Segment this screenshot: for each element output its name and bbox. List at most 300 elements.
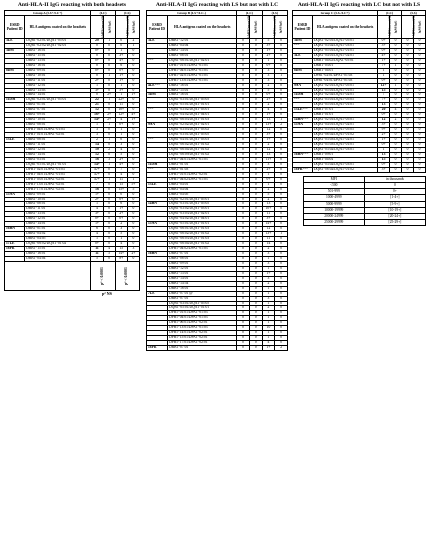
antigen-cell: DRB1*16:01 bbox=[25, 48, 91, 53]
lc-label: (LC) bbox=[237, 11, 262, 16]
lc-igm-cell: 0 bbox=[249, 103, 262, 108]
antigen-cell: DPB1*04:01/DPA1*01:03 bbox=[312, 78, 377, 83]
lc-mfi-cell: 4+ bbox=[378, 53, 390, 58]
antigen-cell: DQB1*05:01/DQA1*01:01 bbox=[312, 88, 377, 93]
table-row bbox=[147, 346, 288, 351]
lc-mfi-cell: 1 bbox=[91, 123, 103, 128]
legend-thousands-code: [25-29+] bbox=[364, 220, 425, 226]
ls-mfi-cell: 0 bbox=[402, 88, 414, 93]
ls-mfi-cell: 0 bbox=[402, 53, 414, 58]
ls-mfi-cell: 0+ bbox=[262, 177, 275, 182]
lc-igm-cell: 0 bbox=[249, 326, 262, 331]
antigen-cell: DQB1*04:01/DQA1*02:01 bbox=[312, 123, 377, 128]
patient-id-cell: 3LE bbox=[147, 39, 168, 44]
antigen-cell: DRB1*01:01 bbox=[312, 113, 377, 118]
antigen-cell: DRB1*08:01 bbox=[25, 138, 91, 143]
patient-id-cell: 4LE*** bbox=[147, 83, 168, 88]
legend-mfi-range: 1000-4999 bbox=[303, 195, 364, 201]
ls-igm-cell: 0 bbox=[275, 43, 288, 48]
lc-igm-cell: 4 bbox=[103, 247, 115, 252]
patient-id-cell: 9NA bbox=[293, 83, 313, 88]
lc-mfi-cell: 0 bbox=[237, 39, 250, 44]
antigen-cell: DRB1*12:01 bbox=[25, 147, 91, 152]
ls-mfi-cell: 0 bbox=[402, 108, 414, 113]
ls-mfi-cell: 0 bbox=[402, 43, 414, 48]
ls-mfi-cell: 3+ bbox=[262, 133, 275, 138]
ls-mfi-cell: 4 bbox=[262, 341, 275, 346]
legend-thousands-code: [5-9+] bbox=[364, 201, 425, 207]
legend-mfi-range: 25000-29999 bbox=[303, 220, 364, 226]
patient-id-cell: 16HN bbox=[147, 251, 168, 256]
antigen-cell: DQB1*05:01/DQA1*01:01 bbox=[168, 306, 237, 311]
lc-igm-cell: 0 bbox=[103, 182, 115, 187]
ls-mfi-cell: 0 bbox=[402, 103, 414, 108]
lc-mfi-cell: 0 bbox=[237, 251, 250, 256]
antigen-cell: DRB1*14:01 bbox=[25, 222, 91, 227]
lc-mfi-cell: 0 bbox=[237, 281, 250, 286]
ls-mfi-cell: 3 bbox=[115, 143, 127, 148]
lc-mfi-cell: 0 bbox=[237, 296, 250, 301]
ls-mfi-cell: 1 bbox=[262, 256, 275, 261]
legend-mfi-range: 20000-24999 bbox=[303, 213, 364, 219]
ls-igm-cell: 0 bbox=[275, 83, 288, 88]
ls-mfi-cell: 1 bbox=[262, 336, 275, 341]
ls-mfi-cell: 2 bbox=[262, 83, 275, 88]
antigen-cell: DQB1*06:02/DQA1*01:02 bbox=[312, 167, 377, 172]
ls-mfi-cell: 0 bbox=[402, 83, 414, 88]
antigen-cell: DRB1*14:01 bbox=[25, 93, 91, 98]
ls-igm-cell: 0 bbox=[275, 271, 288, 276]
ls-mfi-cell: 3+ bbox=[115, 53, 127, 58]
lc-igm-cell: 0 bbox=[103, 83, 115, 88]
lc-igm-cell: 0 bbox=[103, 242, 115, 247]
lc-mfi-cell: 0 bbox=[237, 157, 250, 162]
patient-id-cell: 11DM bbox=[147, 162, 168, 167]
ls-igm-cell: 0 bbox=[275, 152, 288, 157]
antigen-cell: DQB1*04:01/DQA1*02:01 bbox=[312, 53, 377, 58]
lc-mfi-cell: 0 bbox=[237, 227, 250, 232]
ls-mfi-cell: 0 bbox=[402, 78, 414, 83]
ls-igm-cell: 0 bbox=[275, 157, 288, 162]
lc-igm-cell: 0 bbox=[390, 98, 402, 103]
legend-thousands-code: [10-19+] bbox=[364, 207, 425, 213]
ls-mfi-cell: 2+ bbox=[262, 53, 275, 58]
ls-mfi-cell: 11 bbox=[262, 212, 275, 217]
lc-igm-cell: 0 bbox=[390, 138, 402, 143]
antigen-cell: DQB1*03:02/DQA1*03:01 bbox=[168, 108, 237, 113]
lc-mfi-cell: 4 bbox=[91, 232, 103, 237]
lc-mfi-cell: 0 bbox=[237, 331, 250, 336]
antigen-cell: DQB1*06:02/DQA1*01:02 bbox=[25, 242, 91, 247]
ls-igm-cell: 0 bbox=[414, 88, 426, 93]
panel-a-body bbox=[5, 39, 140, 262]
patient-id-cell: 9NA bbox=[147, 123, 168, 128]
ls-igm-cell: 1 bbox=[127, 177, 139, 182]
col-lc-mfi: P-MFI(mean)/fix bbox=[100, 14, 105, 40]
ls-mfi-cell: 4 bbox=[115, 172, 127, 177]
lc-mfi-cell: 0+ bbox=[378, 39, 390, 44]
ls-igm-cell: 0 bbox=[275, 113, 288, 118]
patient-id-cell: 13LE*** bbox=[293, 108, 313, 113]
lc-mfi-cell: 1 bbox=[378, 68, 390, 73]
antigen-cell: DPB1*04:02/DPA1*01:03 bbox=[168, 177, 237, 182]
lc-igm-cell: 0 bbox=[249, 167, 262, 172]
lc-igm-cell: 0 bbox=[103, 88, 115, 93]
col-patient-id: ESRD Patient ID bbox=[5, 16, 25, 39]
col-ls-mfi: P-MFI(mean)/fix bbox=[411, 14, 416, 40]
ls-igm-cell: 0 bbox=[275, 311, 288, 316]
lc-mfi-cell: 0 bbox=[237, 271, 250, 276]
ls-igm-cell: 1 bbox=[275, 232, 288, 237]
ls-mfi-cell: 0 bbox=[402, 128, 414, 133]
patient-id-cell: *** bbox=[147, 58, 168, 63]
antigen-cell: DRB1*03:01 bbox=[312, 63, 377, 68]
lc-igm-cell: 2+ bbox=[103, 93, 115, 98]
ls-label: (LS) bbox=[262, 11, 287, 16]
ls-mfi-cell: 0 bbox=[402, 133, 414, 138]
ls-mfi-cell: 3 bbox=[262, 162, 275, 167]
panel-b-table bbox=[146, 10, 288, 351]
lc-mfi-cell: 9+ bbox=[378, 128, 390, 133]
ls-igm-cell: 0 bbox=[127, 103, 139, 108]
ls-igm-cell: 0 bbox=[275, 227, 288, 232]
antigen-cell: DRB1*10:01 bbox=[25, 73, 91, 78]
ls-mfi-cell: 0+ bbox=[115, 123, 127, 128]
lc-igm-cell: 0 bbox=[249, 128, 262, 133]
ls-igm-cell: 0 bbox=[414, 68, 426, 73]
ls-mfi-cell: 11+ bbox=[262, 157, 275, 162]
ls-mfi-cell: 6 bbox=[115, 63, 127, 68]
ls-igm-cell: 0 bbox=[414, 138, 426, 143]
antigen-cell: DQB1*03:01/DQA1*05:05 bbox=[168, 133, 237, 138]
antigen-cell: DQB1*05:01/DQA1*01:01 bbox=[312, 103, 377, 108]
ls-mfi-cell: 0 bbox=[402, 152, 414, 157]
lc-igm-cell: 0 bbox=[249, 222, 262, 227]
ls-mfi-cell: 0 bbox=[115, 39, 127, 44]
antigen-cell: DRB1*04:02 bbox=[25, 232, 91, 237]
ls-igm-cell: 0 bbox=[275, 217, 288, 222]
lc-mfi-cell: 7+ bbox=[378, 63, 390, 68]
ls-igm-cell: 0 bbox=[127, 98, 139, 103]
patient-id-cell: 14HN bbox=[147, 202, 168, 207]
col-patient-id: ESRD Patient ID bbox=[147, 16, 168, 39]
antigen-cell: DRB1*12:01 bbox=[25, 217, 91, 222]
lc-mfi-cell: 14 bbox=[91, 143, 103, 148]
ls-mfi-cell: 12 bbox=[262, 227, 275, 232]
lc-igm-cell: 0 bbox=[103, 232, 115, 237]
lc-igm-cell: 0 bbox=[249, 227, 262, 232]
lc-mfi-cell: 0 bbox=[237, 172, 250, 177]
lc-mfi-cell: 0+ bbox=[378, 113, 390, 118]
panel-group-c bbox=[292, 2, 426, 226]
ls-igm-cell: 0 bbox=[275, 78, 288, 83]
antigen-cell: DQB1*03:03/DQA1*02:01 bbox=[312, 138, 377, 143]
ls-mfi-cell: 0 bbox=[115, 138, 127, 143]
lc-mfi-cell: 3+ bbox=[91, 88, 103, 93]
antigen-cell: DQB1*05:01/DQA1*01:01 bbox=[168, 222, 237, 227]
ls-mfi-cell: 1+ bbox=[262, 138, 275, 143]
lc-mfi-cell: 0 bbox=[237, 68, 250, 73]
lc-igm-cell: 0 bbox=[249, 93, 262, 98]
ls-mfi-cell: 4 bbox=[115, 118, 127, 123]
ls-igm-cell: 0 bbox=[127, 242, 139, 247]
lc-igm-cell: 2 bbox=[103, 147, 115, 152]
ls-mfi-cell: 13 bbox=[262, 152, 275, 157]
ls-igm-cell: 0 bbox=[275, 251, 288, 256]
ls-igm-cell: 0 bbox=[275, 192, 288, 197]
lc-igm-cell: 1 bbox=[103, 162, 115, 167]
antigen-cell: DQB1*02:01/DQA1*05:01 bbox=[168, 197, 237, 202]
antigen-cell: DRB1*07:01 @ bbox=[168, 291, 237, 296]
antigen-cell: DPB1*14:01/DPA1*02:01 bbox=[168, 331, 237, 336]
panel-b-body bbox=[147, 39, 288, 351]
lc-mfi-cell: 22 bbox=[91, 98, 103, 103]
antigen-cell: DRB1*01:01 bbox=[168, 162, 237, 167]
lc-igm-cell: 0 bbox=[249, 133, 262, 138]
ls-igm-cell: 0 bbox=[414, 83, 426, 88]
lc-mfi-cell: 17+ bbox=[91, 177, 103, 182]
lc-mfi-cell: 2+ bbox=[91, 78, 103, 83]
antigen-cell: DQB1*03:03/DQA1*03:02 bbox=[168, 128, 237, 133]
antigen-cell: DRB1*04:01 bbox=[168, 182, 237, 187]
antigen-cell: DRB1*09:01 bbox=[312, 152, 377, 157]
ls-igm-cell: 0 bbox=[127, 212, 139, 217]
lc-igm-cell: 0 bbox=[249, 192, 262, 197]
ls-igm-cell: 0 bbox=[275, 341, 288, 346]
ls-igm-cell: 1 bbox=[275, 73, 288, 78]
ls-label: (LS) bbox=[115, 11, 139, 16]
lc-igm-cell: 0 bbox=[103, 152, 115, 157]
ls-igm-cell: 1+ bbox=[127, 118, 139, 123]
antigen-cell: DQB1*05:03/DQA1*01:01 bbox=[312, 143, 377, 148]
ls-igm-cell: 0 bbox=[127, 207, 139, 212]
ls-mfi-cell: 12+ bbox=[115, 113, 127, 118]
ls-mfi-cell: 0 bbox=[402, 113, 414, 118]
ls-igm-cell: 0 bbox=[127, 152, 139, 157]
ls-mfi-cell: 0 bbox=[402, 143, 414, 148]
group-label: Group A (LS+/LC+) bbox=[5, 11, 91, 16]
ls-mfi-cell: 2 bbox=[262, 281, 275, 286]
lc-mfi-cell: 0 bbox=[237, 63, 250, 68]
lc-mfi-cell: 3+ bbox=[91, 212, 103, 217]
lc-igm-cell: 0 bbox=[390, 143, 402, 148]
ls-mfi-cell: 1 bbox=[262, 182, 275, 187]
ls-igm-cell: 0 bbox=[127, 143, 139, 148]
lc-mfi-cell: 0 bbox=[237, 103, 250, 108]
lc-mfi-cell: 12+ bbox=[378, 83, 390, 88]
lc-igm-cell: 0 bbox=[103, 237, 115, 242]
lc-mfi-cell: 0+ bbox=[378, 78, 390, 83]
ls-igm-cell: 5 bbox=[127, 187, 139, 192]
lc-mfi-cell: 12 bbox=[91, 152, 103, 157]
antigen-cell: DPB1*15:01/DPA1*02:01 bbox=[168, 336, 237, 341]
lc-mfi-cell: 0 bbox=[237, 108, 250, 113]
antigen-cell: DPB1*04:01/DPA1*01:03 bbox=[168, 157, 237, 162]
antigen-cell: DPB1*04:01/DPA1*01:03 bbox=[25, 128, 91, 133]
ls-mfi-cell: 1+ bbox=[115, 73, 127, 78]
panel-c-title: Anti-HLA-II IgG reacting with LC but not with LS bbox=[297, 2, 421, 8]
lc-mfi-cell: 11 bbox=[91, 251, 103, 256]
lc-mfi-cell: 0 bbox=[237, 133, 250, 138]
lc-mfi-cell: 7 bbox=[91, 182, 103, 187]
legend-row bbox=[303, 220, 425, 226]
ls-igm-cell: 0 bbox=[414, 152, 426, 157]
lc-igm-cell: 0 bbox=[249, 306, 262, 311]
antigen-cell: DRB1*04:04 bbox=[168, 187, 237, 192]
ls-mfi-cell: 4 bbox=[262, 108, 275, 113]
lc-mfi-cell: 1 bbox=[91, 237, 103, 242]
legend-thousands-code: 0+ bbox=[364, 189, 425, 195]
antigen-cell: DQB1*06:01/DQA1*02:01 bbox=[168, 58, 237, 63]
lc-igm-cell: 0 bbox=[390, 78, 402, 83]
lc-mfi-cell: 0 bbox=[237, 192, 250, 197]
col-lc-mfi: P-MFI(mean)/fix bbox=[246, 14, 251, 40]
ls-mfi-cell: 0 bbox=[402, 118, 414, 123]
patient-id-cell: 3DM bbox=[293, 39, 313, 44]
ls-igm-cell: 0 bbox=[127, 172, 139, 177]
lc-mfi-cell: 0 bbox=[237, 123, 250, 128]
antigen-cell: DRB1*15:01 bbox=[25, 247, 91, 252]
ls-mfi-cell: 1+ bbox=[262, 48, 275, 53]
ls-igm-cell: 0 bbox=[275, 143, 288, 148]
patient-id-cell: *** bbox=[147, 108, 168, 113]
lc-igm-cell: 0 bbox=[390, 133, 402, 138]
lc-mfi-cell: 0+ bbox=[378, 143, 390, 148]
lc-label: (LC) bbox=[378, 11, 402, 16]
antigen-cell: DRB1*13:03 bbox=[25, 88, 91, 93]
group-label: Group B (LS+/LC-) bbox=[147, 11, 237, 16]
lc-igm-cell: 0 bbox=[249, 261, 262, 266]
panel-c-table bbox=[292, 10, 426, 173]
ls-mfi-cell: 0+ bbox=[115, 217, 127, 222]
antigen-cell: DPB1*02:01/DPA1*01:03 bbox=[25, 167, 91, 172]
lc-igm-cell: 0 bbox=[103, 63, 115, 68]
lc-igm-cell: 0 bbox=[249, 256, 262, 261]
lc-igm-cell: 0 bbox=[249, 68, 262, 73]
lc-igm-cell: 1 bbox=[103, 73, 115, 78]
ls-mfi-cell: 13 bbox=[262, 202, 275, 207]
lc-mfi-cell: 0 bbox=[237, 306, 250, 311]
lc-igm-cell: 0 bbox=[249, 247, 262, 252]
lc-igm-cell: 0 bbox=[103, 128, 115, 133]
ls-igm-cell: 0 bbox=[275, 286, 288, 291]
ls-mfi-cell: 1 bbox=[115, 93, 127, 98]
lc-igm-cell: 0 bbox=[249, 123, 262, 128]
legend-head-thousands: in thousands bbox=[364, 176, 425, 182]
antigen-cell: DRB1*16:01 bbox=[168, 93, 237, 98]
lc-igm-cell: 0 bbox=[249, 291, 262, 296]
antigen-cell: DQB1*06:01/DQA1*01:03 bbox=[168, 227, 237, 232]
ls-igm-cell: 0 bbox=[275, 266, 288, 271]
legend-head-mfi: MFI bbox=[303, 176, 364, 182]
ls-igm-cell: 0 bbox=[275, 316, 288, 321]
lc-igm-cell: 0 bbox=[390, 167, 402, 172]
ls-igm-cell: 0 bbox=[275, 68, 288, 73]
ls-igm-cell: 0 bbox=[275, 291, 288, 296]
lc-igm-cell: 0 bbox=[249, 157, 262, 162]
lc-igm-cell: 0 bbox=[249, 147, 262, 152]
lc-mfi-cell: 2+ bbox=[91, 197, 103, 202]
lc-mfi-cell: 0 bbox=[91, 73, 103, 78]
ls-mfi-cell: 1+ bbox=[262, 271, 275, 276]
ls-mfi-cell: 2 bbox=[262, 187, 275, 192]
ls-igm-cell: 3 bbox=[127, 247, 139, 252]
lc-igm-cell: 0 bbox=[390, 43, 402, 48]
ls-igm-cell: 0 bbox=[275, 237, 288, 242]
lc-mfi-cell: 0 bbox=[237, 242, 250, 247]
p-ns-label: p² NS bbox=[102, 290, 112, 296]
lc-mfi-cell: 0 bbox=[237, 58, 250, 63]
col-lc-igm: IgM/IgG bbox=[253, 20, 258, 34]
lc-mfi-cell: 0 bbox=[91, 93, 103, 98]
lc-mfi-cell: 0 bbox=[237, 311, 250, 316]
ls-igm-cell: 0 bbox=[275, 187, 288, 192]
lc-igm-cell: 0 bbox=[390, 103, 402, 108]
ls-igm-cell: 0 bbox=[275, 177, 288, 182]
ls-mfi-cell: 5 bbox=[262, 39, 275, 44]
lc-mfi-cell: 0+ bbox=[91, 242, 103, 247]
ls-igm-cell: 0 bbox=[275, 39, 288, 44]
ls-mfi-cell: 12 bbox=[262, 128, 275, 133]
ls-mfi-cell: 4+ bbox=[115, 58, 127, 63]
antigen-cell: DQB1*02:02/DQA1*02:01 bbox=[312, 93, 377, 98]
lc-mfi-cell: 12 bbox=[91, 108, 103, 113]
lc-mfi-cell: 1 bbox=[378, 147, 390, 152]
ls-mfi-cell: 0+ bbox=[262, 93, 275, 98]
col-ls-igm: IgM/IgG bbox=[131, 20, 136, 34]
ls-mfi-cell: 2+ bbox=[115, 157, 127, 162]
ls-igm-cell: 0 bbox=[127, 162, 139, 167]
lc-mfi-cell: 7+ bbox=[378, 98, 390, 103]
antigen-cell: DQB1*06:03/DQA1*01:03 bbox=[168, 237, 237, 242]
ls-igm-cell: 0 bbox=[127, 78, 139, 83]
lc-mfi-cell: 1+ bbox=[378, 138, 390, 143]
antigen-cell: DRB1*14:01 bbox=[168, 48, 237, 53]
lc-mfi-cell: 0 bbox=[237, 266, 250, 271]
antigen-cell: DRB1*04:05 bbox=[25, 237, 91, 242]
lc-mfi-cell: 0 bbox=[237, 83, 250, 88]
mfi-legend-body bbox=[303, 182, 425, 225]
lc-igm-cell: 0 bbox=[249, 281, 262, 286]
ls-mfi-cell: 2 bbox=[262, 197, 275, 202]
antigen-cell: DQB1*02:01/DQA1*05:01 bbox=[312, 39, 377, 44]
ls-mfi-cell: 8+ bbox=[115, 256, 127, 261]
lc-mfi-cell: 0+ bbox=[91, 68, 103, 73]
antigen-cell: DQB1*02:01/DQA1*05:01 bbox=[25, 98, 91, 103]
ls-igm-cell: 0 bbox=[127, 133, 139, 138]
group-label: Group C (LS-/LC+) bbox=[293, 11, 378, 16]
patient-id-cell: 5DM bbox=[147, 93, 168, 98]
ls-igm-cell: 0 bbox=[275, 261, 288, 266]
antigen-cell: DPB1*17:01/DPA1*02:01 bbox=[168, 341, 237, 346]
ls-igm-cell: 0 bbox=[414, 58, 426, 63]
ls-mfi-cell: 0 bbox=[402, 58, 414, 63]
lc-mfi-cell: 0 bbox=[237, 78, 250, 83]
antigen-cell: DRB1*07:01 bbox=[168, 346, 237, 351]
ls-igm-cell: 0 bbox=[414, 93, 426, 98]
ls-igm-cell: 0 bbox=[275, 58, 288, 63]
ls-mfi-cell: 1 bbox=[115, 133, 127, 138]
patient-id-cell: 17LE bbox=[5, 242, 25, 247]
antigen-cell: DRB1*09:01 bbox=[25, 113, 91, 118]
ls-mfi-cell: 10+ bbox=[262, 207, 275, 212]
lc-mfi-cell: 0 bbox=[237, 321, 250, 326]
antigen-cell: DPB1*04:02/DPA1*01:03 bbox=[168, 247, 237, 252]
legend-mfi-range: 501-999 bbox=[303, 189, 364, 195]
ls-mfi-cell: 11 bbox=[115, 103, 127, 108]
lc-mfi-cell: 13 bbox=[378, 103, 390, 108]
ls-mfi-cell: 1+ bbox=[262, 346, 275, 351]
